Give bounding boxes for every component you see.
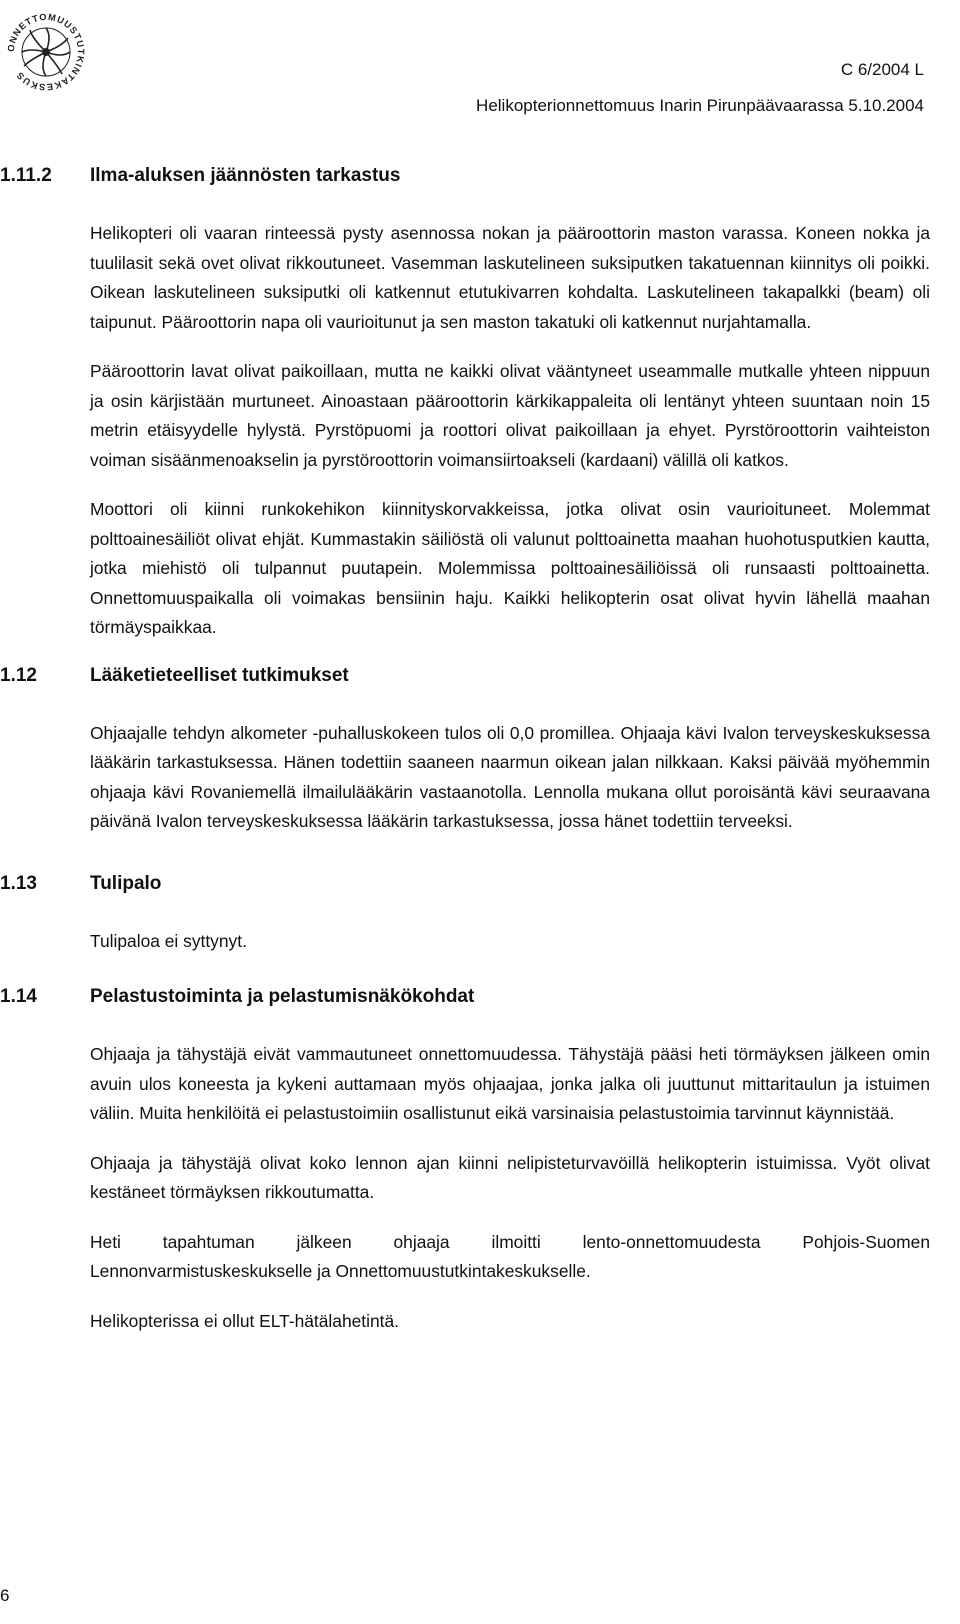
section-1-11-2 [0,163,930,643]
section-heading [0,984,930,1010]
page-number: 6 [0,1586,10,1605]
page-header [476,52,924,124]
paragraph: Ohjaajalle tehdyn alkometer -puhalluskokeen tulos oli 0,0 promillea. Ohjaaja kävi Ivalon terveyskeskuksessa lääkärin tarkastuksessa. Hänen todettiin saaneen naarmun oikean jalan nilkkaan. Kaksi päivää myöhemmin ohjaaja kävi Rovaniemellä ilmailulääkärin vastaanotolla. Lennolla mukana ollut poroisäntä kävi seuraavana päivänä Ivalon terveyskeskuksessa lääkärin tarkastuksessa, jossa hänet todettiin terveeksi. [90,722,930,831]
logo-text: ONNETTOMUUSTUTKINTAKESKUS [5,11,87,93]
section-title: Pelastustoiminta ja pelastumisnäkökohdat [90,986,475,1007]
section-title: Tulipalo [90,872,162,894]
doc-code: C 6/2004 L [840,60,924,79]
paragraph: Ohjaaja ja tähystäjä eivät vammautuneet onnettomuudessa. Tähystäjä pääsi heti törmäyksen jälkeen omin avuin ulos koneesta ja kykeni auttamaan myös ohjaajaa, jonka jalka oli juuttunut mittaritaulun ja istuimen väliin. Muita henkilöitä ei pelastustoimiin osallistunut eikä varsinaisia pelastustoimia tarvinnut käynnistää. [90,1044,930,1123]
section-number: 1.12 [0,664,37,686]
section-heading [0,871,930,897]
agency-seal-icon [0,0,92,100]
section-title: Lääketieteelliset tutkimukset [90,664,349,686]
paragraph: Helikopterissa ei ollut ELT-hätälahetintä. [90,1310,400,1331]
paragraph: Ohjaaja ja tähystäjä olivat koko lennon ajan kiinni nelipisteturvavöillä helikopterin istuimissa. Vyöt olivat kestäneet törmäyksen rikkoutumatta. [90,1152,930,1202]
paragraph: Tulipaloa ei syttynyt. [90,930,247,951]
section-number: 1.13 [0,872,37,894]
section-heading [0,663,930,689]
section-1-13 [0,871,930,957]
agency-logo [0,0,92,100]
doc-title: Helikopterionnettomuus Inarin Pirunpäävaarassa 5.10.2004 [476,96,924,115]
section-1-12 [0,663,930,837]
section-1-14 [0,984,930,1336]
section-heading [0,163,930,189]
paragraph: Moottori oli kiinni runkokehikon kiinnityskorvakkeissa, jotka olivat osin vaurioituneet. Molemmat polttoainesäiliöt olivat ehjät. Kummastakin säiliöstä oli valunut polttoainetta maahan huohotusputkien kautta, jotka miehistö oli tulpannut puutapein. Molemmissa polttoainesäiliöissä oli runsaasti polttoainetta. Onnettomuuspaikalla oli voimakas bensiinin haju. Kaikki helikopterin osat olivat hyvin lähellä maahan törmäyspaikkaa. [90,499,930,637]
section-number: 1.11.2 [0,165,52,186]
section-title: Ilma-aluksen jäännösten tarkastus [90,165,401,186]
paragraph: Pääroottorin lavat olivat paikoillaan, mutta ne kaikki olivat vääntyneet useammalle mutkalle yhteen nippuun ja osin kärjistään murtuneet. Ainoastaan pääroottorin kärkikappaleita oli lentänyt yhteen suuntaan noin 15 metrin etäisyydelle hylystä. Pyrstöpuomi ja roottori olivat paikoillaan ja ehyet. Pyrstöroottorin vaihteiston voiman sisäänmenoakselin ja pyrstöroottorin voimansiirtoakseli (kardaani) välillä oli katkos. [90,361,930,470]
paragraph: Heti tapahtuman jälkeen ohjaaja ilmoitti lento-onnettomuudesta Pohjois-Suomen Lennonvarmistuskeskukselle ja Onnettomuustutkintakeskukselle. [90,1231,930,1281]
paragraph: Helikopteri oli vaaran rinteessä pysty asennossa nokan ja pääroottorin maston varassa. Koneen nokka ja tuulilasit sekä ovet olivat rikkoutuneet. Vasemman laskutelineen suksiputken takatuennan kiinnitys oli poikki. Oikean laskutelineen suksiputki oli katkennut etutukivarren kohdalta. Laskutelineen takapalkki (beam) oli taipunut. Pääroottorin napa oli vaurioitunut ja sen maston takatuki oli katkennut nurjahtamalla. [90,223,930,332]
section-number: 1.14 [0,986,37,1007]
document-body [0,163,930,1356]
